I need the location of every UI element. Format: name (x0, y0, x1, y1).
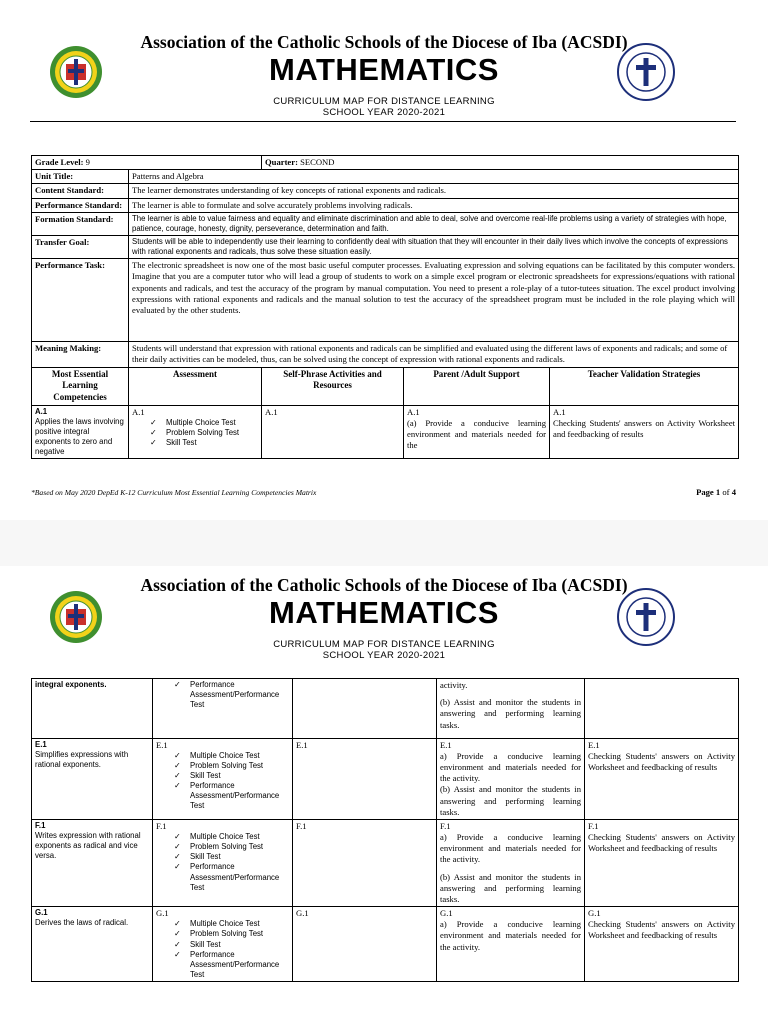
formation-standard-row (32, 212, 739, 235)
unit-title-row (32, 170, 739, 184)
page-number (600, 487, 736, 497)
col-header-activities: Self-Phrase Activities and Resources (262, 367, 404, 405)
of-word: of (722, 487, 730, 497)
page-word: Page (696, 487, 714, 497)
list-item: ✓ Multiple Choice Test (174, 919, 289, 929)
transfer-goal-label: Transfer Goal: (32, 235, 129, 258)
competency-code: G.1 (35, 908, 48, 918)
teacher-text: Checking Students' answers on Activity Worksheet and feedbacking of results (553, 417, 736, 439)
unit-title-label: Unit Title: (32, 170, 129, 184)
teacher-code: G.1 (588, 908, 601, 919)
list-item: ✓ Skill Test (150, 438, 258, 448)
subject-title: MATHEMATICS (269, 595, 499, 630)
table-row (32, 679, 739, 739)
teacher-code: A.1 (553, 406, 566, 417)
assessment-list (156, 832, 289, 893)
association-name: Association of the Catholic Schools of the Diocese of Iba (ACSDI) (140, 575, 628, 595)
list-item: ✓ Performance Assessment/Performance Test (174, 781, 289, 811)
list-item: ✓ Performance Assessment/Performance Test (174, 950, 289, 980)
table-row (32, 907, 739, 982)
competency-code: F.1 (35, 820, 46, 830)
table-row (32, 738, 739, 819)
activities-code: E.1 (293, 738, 437, 819)
association-name: Association of the Catholic Schools of the Diocese of Iba (ACSDI) (140, 32, 628, 52)
performance-task-value: The electronic spreadsheet is now one of the most basic useful computer processes. Evaluating expression and solving equations can be facilitated by this computer wonders. Imagine that you are a computer tutor who will lead a group of students to work on a simple excel program or electronic spreadsheets for expressions/equations with rational exponents and radicals, and test the accuracy of the program by manual computation. You need to present a role-play of a tutor-tutees situation. The excel product involving expressions with rational exponents and radicals and the manual solution to test the accuracy of the spreadsheet program must be included in the role playing which will evaluated by the other students. (129, 259, 739, 342)
teacher-text: Checking Students' answers on Activity Worksheet and feedbacking of results (588, 919, 735, 941)
list-item: ✓ Skill Test (174, 852, 289, 862)
parent-code: A.1 (407, 406, 420, 417)
performance-task-row (32, 259, 739, 342)
assessment-code: A.1 (132, 406, 145, 417)
parent-code: G.1 (440, 908, 453, 919)
column-header-row (32, 367, 739, 405)
subject-title: MATHEMATICS (269, 52, 499, 87)
list-item: ✓ Skill Test (174, 771, 289, 781)
formation-standard-value: The learner is able to value fairness and equality and eliminate discrimination and able to deal, solve and overcome real-life problems using a variety of strategies with hope, patience, courage, honesty, dignity, perseverance, determination and faith. (129, 212, 739, 235)
quarter-value: SECOND (300, 157, 335, 167)
curriculum-map-table-continued (31, 678, 739, 982)
teacher-text: Checking Students' answers on Activity Worksheet and feedbacking of results (588, 750, 735, 773)
grade-level-value: 9 (85, 157, 90, 167)
table-row (32, 405, 739, 459)
activities-code: G.1 (293, 907, 437, 982)
parent-code: F.1 (440, 820, 451, 831)
list-item: ✓ Problem Solving Test (174, 842, 289, 852)
parent-text: activity. (440, 680, 468, 690)
meaning-making-label: Meaning Making: (32, 342, 129, 367)
page-num: 1 (715, 487, 721, 497)
list-item: ✓ Problem Solving Test (174, 761, 289, 771)
performance-task-label: Performance Task: (32, 259, 129, 342)
assessment-list (132, 418, 258, 448)
quarter-label: Quarter: (265, 157, 298, 167)
assessment-list (156, 751, 289, 812)
content-standard-value: The learner demonstrates understanding of key concepts of rational exponents and radicals. (129, 184, 739, 198)
formation-standard-label: Formation Standard: (32, 212, 129, 235)
competency-text: Applies the laws involving positive integral exponents to zero and negative (35, 416, 124, 457)
parent-text: (b) Assist and monitor the students in answering and performing learning tasks. (440, 784, 581, 817)
teacher-code: F.1 (588, 820, 599, 831)
col-header-parent-support: Parent /Adult Support (404, 367, 550, 405)
transfer-goal-row (32, 235, 739, 258)
document-subtitle: CURRICULUM MAP FOR DISTANCE LEARNING (273, 639, 495, 650)
list-item: ✓ Multiple Choice Test (150, 418, 258, 428)
activities-code: A.1 (262, 405, 404, 459)
teacher-code: E.1 (588, 739, 600, 750)
grade-quarter-row (32, 156, 739, 170)
list-item: ✓ Problem Solving Test (174, 929, 289, 939)
document-page-2 (0, 566, 768, 1024)
assessment-list (156, 680, 289, 710)
unit-title-value: Patterns and Algebra (129, 170, 739, 184)
performance-standard-value: The learner is able to formulate and solve accurately problems involving radicals. (129, 198, 739, 212)
competency-code: A.1 (35, 406, 48, 416)
col-header-assessment: Assessment (129, 367, 262, 405)
parent-code: E.1 (440, 739, 452, 750)
footnote: *Based on May 2020 DepEd K-12 Curriculum Most Essential Learning Competencies Matrix (31, 488, 317, 497)
assessment-code: F.1 (156, 820, 167, 831)
competency-text: integral exponents. (35, 680, 107, 689)
col-header-teacher-validation: Teacher Validation Strategies (550, 367, 739, 405)
teacher-text: Checking Students' answers on Activity Worksheet and feedbacking of results (588, 832, 735, 854)
assessment-code: G.1 (156, 908, 169, 919)
meaning-making-value: Students will understand that expression with rational exponents and radicals can be simplified and evaluated using the different laws of exponents and radicals; and some of their daily activities can be modeled, thus, can be solved using the concept of expression with rational exponents and radicals. (129, 342, 739, 367)
activities-code: F.1 (293, 819, 437, 906)
header-divider (30, 121, 736, 122)
list-item: ✓ Multiple Choice Test (174, 832, 289, 842)
parent-text: (a) Provide a conducive learning environment and materials needed for the (407, 417, 546, 451)
competency-text: Derives the laws of radical. (35, 918, 129, 928)
parent-text: a) Provide a conducive learning environment and materials needed for the activity. (440, 832, 581, 865)
list-item: ✓ Performance Assessment/Performance Test (174, 862, 289, 892)
competency-code: E.1 (35, 739, 47, 749)
page-gap (0, 520, 768, 566)
parent-text: (b) Assist and monitor the students in answering and performing learning tasks. (440, 871, 581, 904)
transfer-goal-value: Students will be able to independently use their learning to confidently deal with situation that they will encounter in their daily lives which involve the concepts of expressions with rational exponents and radicals, thus solve these situation easily. (129, 235, 739, 258)
school-year: SCHOOL YEAR 2020-2021 (322, 107, 446, 118)
assessment-list (156, 919, 289, 980)
parent-text: (b) Assist and monitor the students in answering and performing learning tasks. (440, 697, 581, 730)
page-total: 4 (731, 487, 736, 497)
performance-standard-label: Performance Standard: (32, 198, 129, 212)
content-standard-row (32, 184, 739, 198)
competency-text: Writes expression with rational exponents as radical and vice versa. (35, 831, 141, 861)
meaning-making-row (32, 342, 739, 367)
parent-text: a) Provide a conducive learning environment and materials needed for the activity. (440, 750, 581, 784)
content-standard-label: Content Standard: (32, 184, 129, 198)
document-subtitle: CURRICULUM MAP FOR DISTANCE LEARNING (273, 96, 495, 107)
competency-text: Simplifies expressions with rational exponents. (35, 749, 129, 769)
table-row (32, 819, 739, 906)
list-item: ✓ Skill Test (174, 940, 289, 950)
list-item: ✓ Multiple Choice Test (174, 751, 289, 761)
parent-text: a) Provide a conducive learning environment and materials needed for the activity. (440, 919, 581, 952)
grade-level-label: Grade Level: (35, 157, 84, 167)
assessment-code: E.1 (156, 739, 168, 750)
list-item: ✓ Problem Solving Test (150, 428, 258, 438)
curriculum-map-table (31, 155, 739, 459)
list-item: ✓ Performance Assessment/Performance Test (174, 680, 289, 710)
col-header-competencies: Most Essential Learning Competencies (32, 367, 129, 405)
school-year: SCHOOL YEAR 2020-2021 (322, 650, 446, 661)
performance-standard-row (32, 198, 739, 212)
